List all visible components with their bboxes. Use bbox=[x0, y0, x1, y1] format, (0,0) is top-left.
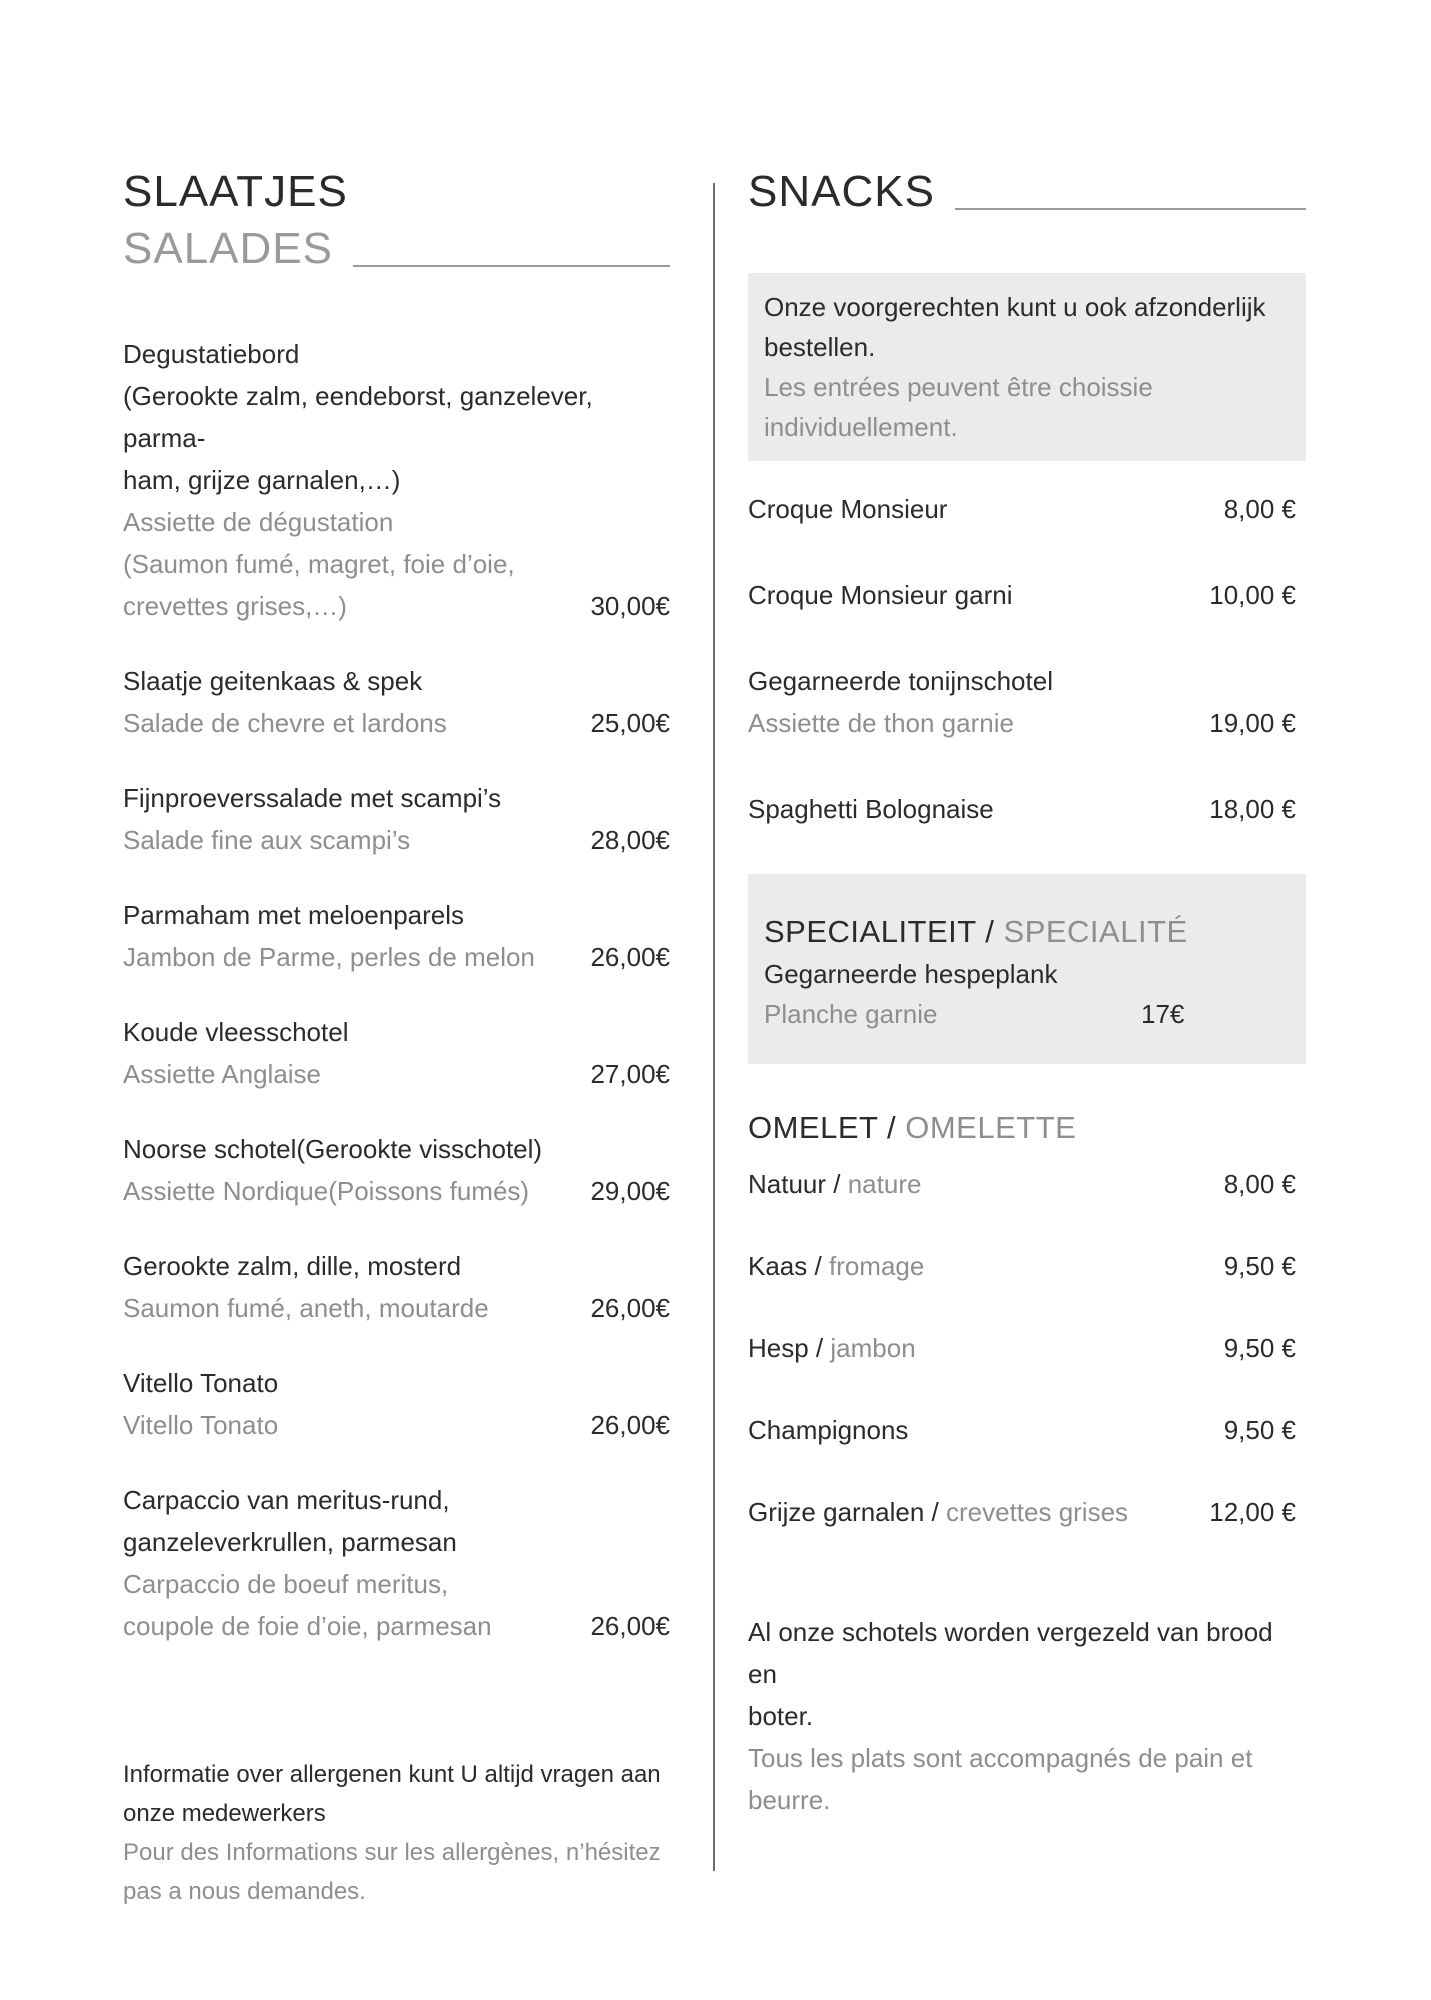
item-name-line: Fijnproeverssalade met scampi’s bbox=[123, 783, 502, 813]
omelet-item-grijze-garnalen bbox=[748, 1491, 1306, 1533]
intro-nl-line: Onze voorgerechten kunt u ook afzonderlijk bbox=[764, 292, 1266, 322]
intro-box bbox=[748, 273, 1306, 461]
specialiteit-heading bbox=[764, 910, 1290, 954]
allergen-note-nl-line: onze medewerkers bbox=[123, 1800, 326, 1827]
menu-item-vitello-tonato bbox=[123, 1362, 670, 1446]
item-desc-line: Assiette de thon garnie bbox=[748, 708, 1014, 738]
salades-title-fr: SALADES bbox=[123, 224, 333, 273]
item-price: 18,00 € bbox=[1209, 794, 1296, 824]
item-name-fr: fromage bbox=[828, 1251, 925, 1281]
item-separator: / bbox=[807, 1251, 829, 1281]
specialiteit-name: Gegarneerde hespeplank bbox=[764, 959, 1058, 989]
item-name-line: (Gerookte zalm, eendeborst, ganzelever, parma- bbox=[123, 381, 593, 453]
item-name-nl: Hesp bbox=[748, 1333, 809, 1363]
omelet-item-kaas bbox=[748, 1245, 1306, 1287]
item-name-line: Vitello Tonato bbox=[123, 1368, 279, 1398]
item-price: 26,00€ bbox=[590, 1410, 670, 1440]
intro-fr-line: Les entrées peuvent être choissie bbox=[764, 372, 1153, 402]
menu-item-spaghetti bbox=[748, 788, 1306, 830]
salades-header bbox=[123, 163, 670, 277]
item-name-nl: Champignons bbox=[748, 1415, 909, 1445]
item-name-nl: Natuur bbox=[748, 1169, 827, 1199]
item-price: 10,00 € bbox=[1209, 580, 1296, 610]
omelet-heading-fr: OMELETTE bbox=[905, 1110, 1077, 1145]
omelet-item-natuur bbox=[748, 1163, 1306, 1205]
allergen-note-nl-line: Informatie over allergenen kunt U altijd vragen aan bbox=[123, 1761, 661, 1788]
omelet-item-champignons bbox=[748, 1409, 1306, 1451]
omelet-list bbox=[748, 1163, 1306, 1533]
item-desc-line: (Saumon fumé, magret, foie d’oie, bbox=[123, 549, 515, 579]
item-price: 26,00€ bbox=[590, 942, 670, 972]
specialiteit-desc: Planche garnie bbox=[764, 999, 938, 1029]
specialiteit-heading-separator: / bbox=[976, 914, 1004, 949]
omelet-heading-nl: OMELET bbox=[748, 1110, 878, 1145]
menu-item-carpaccio bbox=[123, 1479, 670, 1647]
item-name-line: Gegarneerde tonijnschotel bbox=[748, 666, 1053, 696]
snacks-column bbox=[748, 163, 1306, 1821]
snacks-title: SNACKS bbox=[748, 167, 935, 216]
item-name-line: Noorse schotel(Gerookte visschotel) bbox=[123, 1134, 543, 1164]
item-separator: / bbox=[808, 1333, 831, 1363]
item-name-nl: Grijze garnalen bbox=[748, 1497, 925, 1527]
item-desc-line: Saumon fumé, aneth, moutarde bbox=[123, 1293, 489, 1323]
bread-note-fr-line: Tous les plats sont accompagnés de pain et bbox=[748, 1743, 1253, 1773]
item-price: 26,00€ bbox=[590, 1293, 670, 1323]
menu-item-parmaham bbox=[123, 894, 670, 978]
intro-nl-line: bestellen. bbox=[764, 332, 876, 362]
item-desc-line: Vitello Tonato bbox=[123, 1410, 279, 1440]
item-price: 19,00 € bbox=[1209, 708, 1296, 738]
omelet-heading-separator: / bbox=[877, 1110, 906, 1145]
item-price: 9,50 € bbox=[1223, 1251, 1296, 1281]
menu-item-tonijnschotel bbox=[748, 660, 1306, 744]
bread-butter-note bbox=[748, 1611, 1306, 1821]
omelet-heading bbox=[748, 1106, 1306, 1150]
bread-note-nl-line: Al onze schotels worden vergezeld van brood en bbox=[748, 1617, 1273, 1689]
item-name-fr: jambon bbox=[830, 1333, 916, 1363]
item-name-fr: nature bbox=[847, 1169, 922, 1199]
specialiteit-price: 17€ bbox=[1141, 999, 1185, 1029]
menu-item-croque-monsieur bbox=[748, 488, 1306, 530]
item-desc-line: Jambon de Parme, perles de melon bbox=[123, 942, 535, 972]
item-price: 9,50 € bbox=[1223, 1415, 1296, 1445]
intro-fr-line: individuellement. bbox=[764, 412, 958, 442]
item-price: 25,00€ bbox=[590, 708, 670, 738]
item-name-line: Gerookte zalm, dille, mosterd bbox=[123, 1251, 462, 1281]
menu-item-gerookte-zalm bbox=[123, 1245, 670, 1329]
item-name-line: ham, grijze garnalen,…) bbox=[123, 465, 401, 495]
menu-item-noorse-schotel bbox=[123, 1128, 670, 1212]
item-name-fr: crevettes grises bbox=[945, 1497, 1129, 1527]
menu-item-geitenkaas bbox=[123, 660, 670, 744]
item-price: 27,00€ bbox=[590, 1059, 670, 1089]
item-price: 29,00€ bbox=[590, 1176, 670, 1206]
allergen-note-fr-line: Pour des Informations sur les allergènes, n’hésitez bbox=[123, 1839, 661, 1866]
item-price: 8,00 € bbox=[1223, 494, 1296, 524]
item-desc-line: Salade fine aux scampi’s bbox=[123, 825, 411, 855]
menu-item-degustatiebord bbox=[123, 333, 670, 627]
item-name-line: Degustatiebord bbox=[123, 339, 300, 369]
item-desc-line: Salade de chevre et lardons bbox=[123, 708, 447, 738]
omelet-item-hesp bbox=[748, 1327, 1306, 1369]
allergen-note-fr-line: pas a nous demandes. bbox=[123, 1878, 366, 1905]
snacks-header bbox=[748, 163, 1306, 220]
item-name-line: Parmaham met meloenparels bbox=[123, 900, 465, 930]
item-price: 8,00 € bbox=[1223, 1169, 1296, 1199]
specialiteit-heading-fr: SPECIALITÉ bbox=[1003, 914, 1188, 949]
item-desc-line: Assiette de dégustation bbox=[123, 507, 394, 537]
item-price: 9,50 € bbox=[1223, 1333, 1296, 1363]
menu-item-koude-vleesschotel bbox=[123, 1011, 670, 1095]
bread-note-nl-line: boter. bbox=[748, 1701, 814, 1731]
item-desc-line: crevettes grises,…) bbox=[123, 591, 347, 621]
item-name-line: Carpaccio van meritus-rund, bbox=[123, 1485, 450, 1515]
item-name-line: Koude vleesschotel bbox=[123, 1017, 349, 1047]
salades-title-nl: SLAATJES bbox=[123, 167, 348, 216]
salades-title-rule bbox=[353, 265, 670, 267]
specialiteit-heading-nl: SPECIALITEIT bbox=[764, 914, 977, 949]
bread-note-fr-line: beurre. bbox=[748, 1785, 831, 1815]
item-desc-line: Carpaccio de boeuf meritus, bbox=[123, 1569, 449, 1599]
item-price: 26,00€ bbox=[590, 1611, 670, 1641]
item-price: 30,00€ bbox=[590, 591, 670, 621]
snacks-title-row bbox=[748, 163, 1306, 220]
item-desc-line: coupole de foie d’oie, parmesan bbox=[123, 1611, 492, 1641]
salades-title-row bbox=[123, 220, 670, 277]
item-name-line: Croque Monsieur garni bbox=[748, 580, 1013, 610]
menu-item-croque-monsieur-garni bbox=[748, 574, 1306, 616]
item-price: 28,00€ bbox=[590, 825, 670, 855]
item-name-nl: Kaas bbox=[748, 1251, 808, 1281]
item-name-line: ganzeleverkrullen, parmesan bbox=[123, 1527, 457, 1557]
item-name-line: Slaatje geitenkaas & spek bbox=[123, 666, 423, 696]
menu-item-fijnproeverssalade bbox=[123, 777, 670, 861]
specialiteit-desc-row bbox=[764, 994, 1290, 1034]
item-name-line: Spaghetti Bolognaise bbox=[748, 794, 994, 824]
item-desc-line: Assiette Nordique(Poissons fumés) bbox=[123, 1176, 530, 1206]
item-separator: / bbox=[826, 1169, 848, 1199]
specialiteit-box bbox=[748, 874, 1306, 1064]
item-name-line: Croque Monsieur bbox=[748, 494, 948, 524]
snacks-title-rule bbox=[955, 208, 1306, 210]
item-desc-line: Assiette Anglaise bbox=[123, 1059, 322, 1089]
column-divider bbox=[713, 183, 715, 1871]
item-price: 12,00 € bbox=[1209, 1497, 1296, 1527]
allergen-note bbox=[123, 1755, 670, 1911]
item-separator: / bbox=[924, 1497, 946, 1527]
salades-column bbox=[123, 163, 670, 1911]
